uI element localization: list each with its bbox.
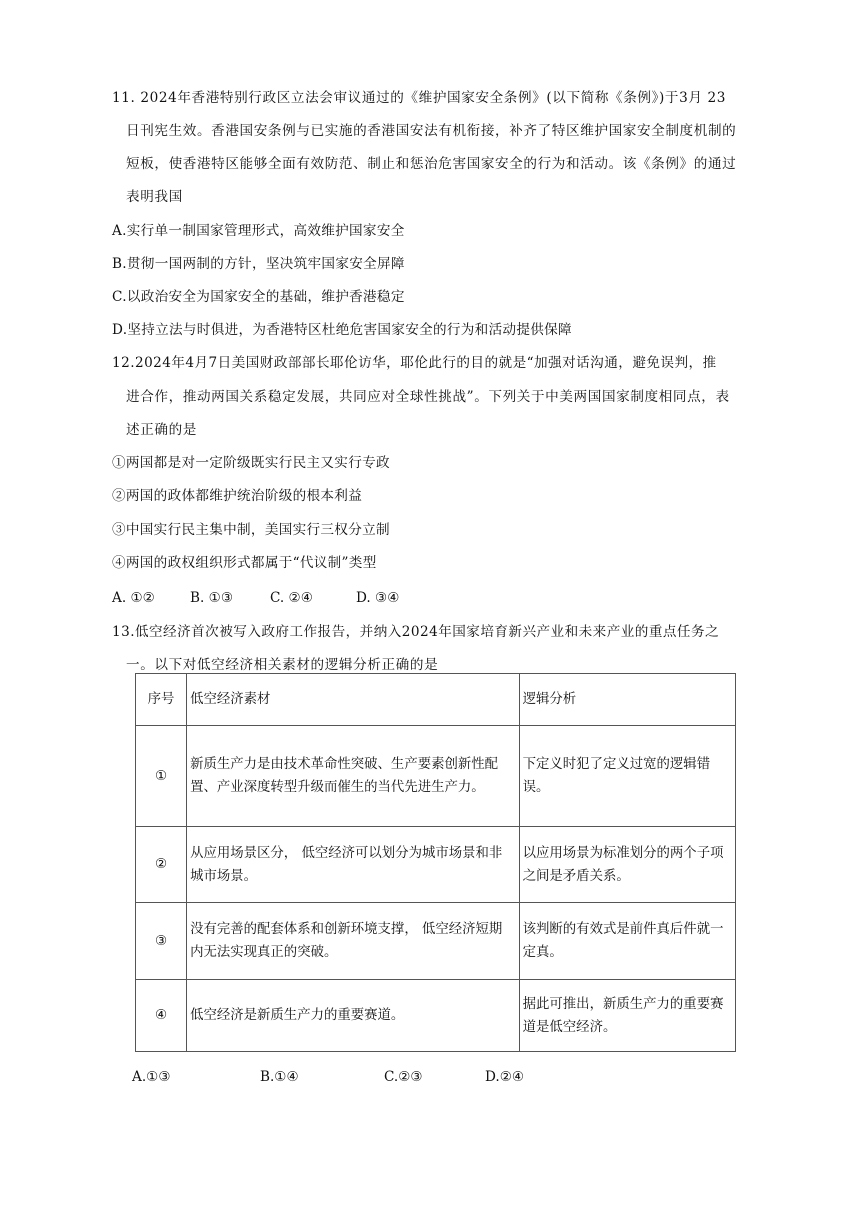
table-row (136, 726, 736, 827)
q12-answer-c: C. ②④ (270, 590, 313, 606)
row-material: 低空经济是新质生产力的重要赛道。 (187, 980, 520, 1052)
q13-answer-b: B.①④ (260, 1069, 299, 1085)
q12-line-1: 12.2024年4月7日美国财政部部长耶伦访华，耶伦此行的目的就是“加强对话沟通，避免误判，推 (112, 355, 717, 371)
q12-item-2: ②两国的政体都维护统治阶级的根本利益 (112, 488, 363, 504)
q13-line-1: 13.低空经济首次被写入政府工作报告，并纳入2024年国家培育新兴产业和未来产业的重点任务之 (112, 624, 720, 640)
table-header-row (136, 674, 736, 726)
q12-answer-d: D. ③④ (356, 590, 400, 606)
row-analysis: 据此可推出，新质生产力的重要赛道是低空经济。 (519, 980, 735, 1052)
q12-item-4: ④两国的政权组织形式都属于“代议制”类型 (112, 555, 377, 571)
q11-option-c: C.以政治安全为国家安全的基础，维护香港稳定 (112, 289, 405, 305)
q11-line-2: 日刊宪生效。香港国安条例与已实施的香港国安法有机衔接，补齐了特区维护国家安全制度机制的 (126, 123, 737, 139)
q11-option-a: A.实行单一制国家管理形式，高效维护国家安全 (112, 223, 405, 239)
row-analysis: 该判断的有效式是前件真后件就一定真。 (519, 903, 735, 980)
q11-line-4: 表明我国 (126, 189, 183, 205)
q11-line-3: 短板，使香港特区能够全面有效防范、制止和惩治危害国家安全的行为和活动。该《条例》的通过 (126, 156, 737, 172)
q13-table (135, 673, 736, 1052)
q11-line-1: 11. 2024年香港特别行政区立法会审议通过的《维护国家安全条例》(以下简称《条例》)于3月 23 (112, 90, 726, 106)
row-material: 从应用场景区分， 低空经济可以划分为城市场景和非城市场景。 (187, 827, 520, 903)
row-material: 没有完善的配套体系和创新环境支撑， 低空经济短期内无法实现真正的突破。 (187, 903, 520, 980)
q11-option-d: D.坚持立法与时俱进，为香港特区杜绝危害国家安全的行为和活动提供保障 (112, 322, 572, 338)
row-number: ④ (136, 980, 187, 1052)
row-analysis: 以应用场景为标准划分的两个子项之间是矛盾关系。 (519, 827, 735, 903)
header-analysis: 逻辑分析 (519, 674, 735, 726)
table-row (136, 980, 736, 1052)
q11-option-b: B.贯彻一国两制的方针，坚决筑牢国家安全屏障 (112, 256, 405, 272)
q12-line-3: 述正确的是 (126, 422, 197, 438)
q12-item-3: ③中国实行民主集中制，美国实行三权分立制 (112, 522, 390, 538)
row-analysis: 下定义时犯了定义过宽的逻辑错误。 (519, 726, 735, 827)
row-number: ① (136, 726, 187, 827)
q13-answer-a: A.①③ (132, 1069, 171, 1085)
q12-item-1: ①两国都是对一定阶级既实行民主又实行专政 (112, 455, 390, 471)
row-material: 新质生产力是由技术革命性突破、生产要素创新性配置、产业深度转型升级而催生的当代先进生产力。 (187, 726, 520, 827)
q13-line-2: 一。以下对低空经济相关素材的逻辑分析正确的是 (126, 657, 439, 673)
q12-answer-b: B. ①③ (190, 590, 234, 606)
table-row (136, 827, 736, 903)
table-row (136, 903, 736, 980)
q12-answer-a: A. ①② (112, 590, 155, 606)
q13-answer-d: D.②④ (485, 1069, 525, 1085)
row-number: ③ (136, 903, 187, 980)
row-number: ② (136, 827, 187, 903)
header-material: 低空经济素材 (187, 674, 520, 726)
q13-answer-c: C.②③ (384, 1069, 423, 1085)
header-number: 序号 (136, 674, 187, 726)
q12-line-2: 进合作，推动两国关系稳定发展，共同应对全球性挑战”。下列关于中美两国国家制度相同点，表 (126, 389, 730, 405)
